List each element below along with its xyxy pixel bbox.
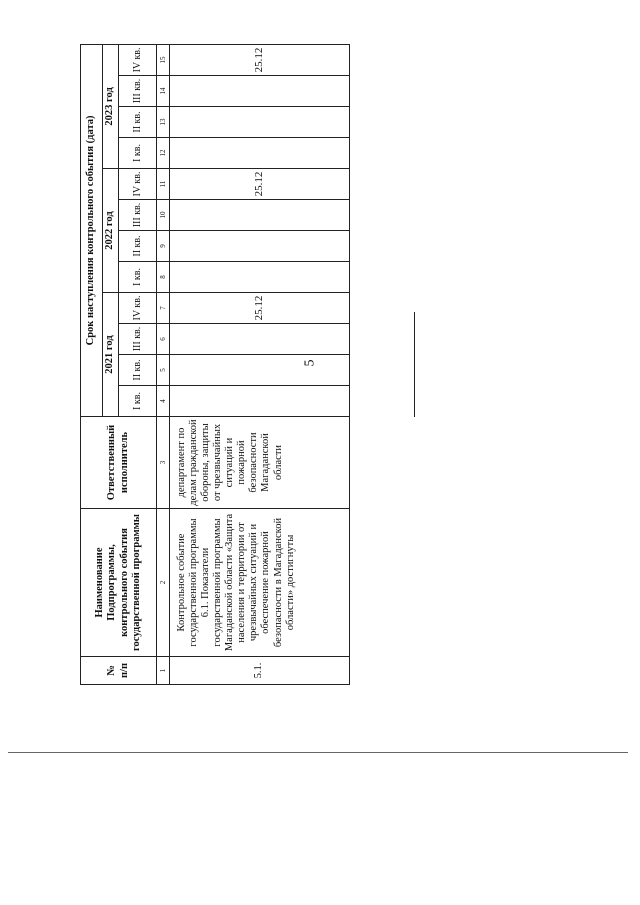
column-number: 11 [157,169,170,200]
rotated-table-container [80,45,350,685]
header-name: Наименование Подпрограммы, контрольного события государственной программы [81,509,157,657]
header-quarter: I кв. [119,138,157,169]
date-cell [170,262,350,293]
date-cell: 25.12 [170,293,350,324]
responsible-executor: департамент по делам гражданской обороны, защиты от чрезвычайных ситуаций и пожарной безопасности Магаданской области [170,417,350,509]
header-quarter: IV кв. [119,293,157,324]
header-quarter: III кв. [119,200,157,231]
column-number: 1 [157,657,170,685]
column-number: 10 [157,200,170,231]
date-cell [170,76,350,107]
date-cell [170,324,350,355]
date-cell [170,355,350,386]
header-quarter: III кв. [119,76,157,107]
control-events-table [80,44,350,685]
column-number: 13 [157,107,170,138]
date-cell [170,107,350,138]
header-year-2022: 2022 год [103,169,119,293]
table-row [170,44,350,684]
header-quarter: I кв. [119,386,157,417]
header-year-2023: 2023 год [103,44,119,168]
date-cell [170,138,350,169]
closing-rule [414,312,415,417]
column-number: 6 [157,324,170,355]
event-name: Контрольное событие государственной программы 6.1. Показатели государственной программы Магаданской области «Защита населения и территории от чрезвычайных ситуаций и обеспечение пожарной безопасности в Магаданской области» достигнуты [170,509,350,657]
header-year-2021: 2021 год [103,293,119,417]
column-number: 12 [157,138,170,169]
date-cell: 25.12 [170,169,350,200]
header-quarter: IV кв. [119,44,157,75]
date-cell: 25.12 [170,44,350,75]
column-number: 5 [157,355,170,386]
column-number: 9 [157,231,170,262]
column-number: 7 [157,293,170,324]
header-quarter: II кв. [119,355,157,386]
page-number: 5 [302,359,318,367]
date-cell [170,200,350,231]
column-number: 14 [157,76,170,107]
column-number: 2 [157,509,170,657]
header-quarter: I кв. [119,262,157,293]
footer-rule [8,752,628,753]
header-responsible: Ответственный исполнитель [81,417,157,509]
header-quarter: II кв. [119,107,157,138]
column-number: 4 [157,386,170,417]
column-number: 15 [157,44,170,75]
column-number: 3 [157,417,170,509]
column-number: 8 [157,262,170,293]
date-cell [170,386,350,417]
header-quarter: II кв. [119,231,157,262]
header-term: Срок наступления контрольного события (дата) [81,44,103,416]
date-cell [170,231,350,262]
header-quarter: III кв. [119,324,157,355]
header-quarter: IV кв. [119,169,157,200]
header-no: № п/п [81,657,157,685]
row-number: 5.1. [170,657,350,685]
